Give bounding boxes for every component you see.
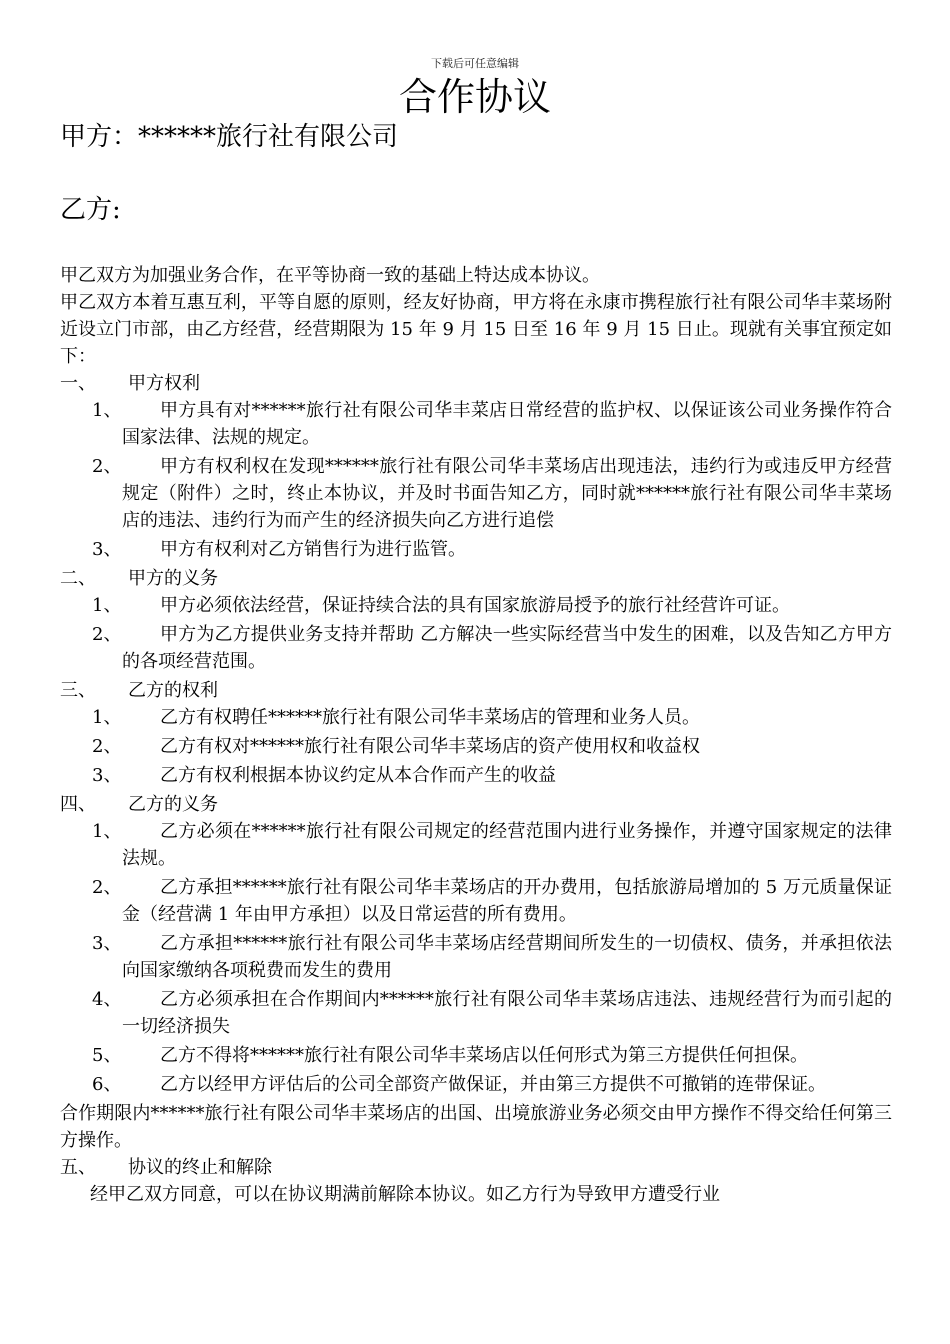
clause-number: 1、 — [92, 400, 122, 421]
header-note: 下载后可任意编辑 — [431, 57, 519, 70]
clause-text: 乙方不得将******旅行社有限公司华丰菜场店以任何形式为第三方提供任何担保。 — [160, 1045, 808, 1066]
clause-text: 乙方以经甲方评估后的公司全部资产做保证，并由第三方提供不可撤销的连带保证。 — [160, 1074, 826, 1095]
clause-number: 5、 — [92, 1045, 122, 1066]
clause-number: 4、 — [92, 989, 122, 1010]
intro-paragraph: 甲乙双方为加强业务合作，在平等协商一致的基础上特达成本协议。 — [60, 265, 600, 286]
clause-number: 3、 — [92, 933, 122, 954]
section-label: 甲方的义务 — [128, 568, 218, 589]
section-heading — [60, 791, 892, 818]
document-title: 合作协议 — [398, 75, 551, 119]
section-label: 协议的终止和解除 — [128, 1157, 272, 1178]
document-body — [60, 262, 892, 1208]
cooperation-note: 合作期限内******旅行社有限公司华丰菜场店的出国、出境旅游业务必须交由甲方操作不得交给任何第三方操作。 — [60, 1103, 892, 1151]
clause-text: 甲方有权利权在发现******旅行社有限公司华丰菜场店出现违法，违约行为或违反甲方经营规定（附件）之时，终止本协议，并及时书面告知乙方，同时就******旅行社有限公司华丰菜场店的违法、违约行为而产生的经济损失向乙方进行追偿 — [122, 456, 892, 531]
clause-text: 乙方有权利根据本协议约定从本合作而产生的收益 — [160, 765, 556, 786]
clause-number: 1、 — [92, 707, 122, 728]
clause-text: 乙方必须承担在合作期间内******旅行社有限公司华丰菜场店违法、违规经营行为而引起的一切经济损失 — [122, 989, 892, 1037]
clause-text: 甲方为乙方提供业务支持并帮助 乙方解决一些实际经营当中发生的困难，以及告知乙方甲方的各项经营范围。 — [122, 624, 892, 672]
section-number: 二、 — [60, 568, 96, 589]
section-heading — [60, 370, 892, 397]
party-b: 乙方: — [60, 195, 121, 225]
clause-text: 乙方必须在******旅行社有限公司规定的经营范围内进行业务操作，并遵守国家规定的法律法规。 — [122, 821, 892, 869]
clause-number: 2、 — [92, 456, 122, 477]
clause-item — [60, 397, 892, 451]
clause-item — [60, 1042, 892, 1069]
section-label: 乙方的权利 — [128, 680, 218, 701]
clause-number: 1、 — [92, 595, 122, 616]
clause-item — [60, 818, 892, 872]
section-heading — [60, 677, 892, 704]
party-a: 甲方：******旅行社有限公司 — [60, 122, 399, 152]
section-five-text: 经甲乙双方同意，可以在协议期满前解除本协议。如乙方行为导致甲方遭受行业 — [90, 1184, 720, 1205]
intro-paragraph: 甲乙双方本着互惠互利，平等自愿的原则，经友好协商，甲方将在永康市携程旅行社有限公司华丰菜场附近设立门市部，由乙方经营，经营期限为 15 年 9 月 15 日至 16 年 9 月 15 日止。现就有关事宜预定如下： — [60, 292, 892, 367]
clause-item — [60, 762, 892, 789]
clause-item — [60, 536, 892, 563]
clause-item — [60, 874, 892, 928]
section-label: 乙方的义务 — [128, 794, 218, 815]
clause-item — [60, 704, 892, 731]
clause-item — [60, 453, 892, 534]
clause-number: 1、 — [92, 821, 122, 842]
clause-number: 2、 — [92, 877, 122, 898]
clause-number: 6、 — [92, 1074, 122, 1095]
section-number: 一、 — [60, 373, 96, 394]
clause-item — [60, 1071, 892, 1098]
clause-text: 乙方有权聘任******旅行社有限公司华丰菜场店的管理和业务人员。 — [160, 707, 700, 728]
clause-number: 3、 — [92, 765, 122, 786]
clause-text: 乙方有权对******旅行社有限公司华丰菜场店的资产使用权和收益权 — [160, 736, 700, 757]
clause-item — [60, 621, 892, 675]
clause-text: 甲方具有对******旅行社有限公司华丰菜店日常经营的监护权、以保证该公司业务操作符合国家法律、法规的规定。 — [122, 400, 892, 448]
clause-text: 乙方承担******旅行社有限公司华丰菜场店经营期间所发生的一切债权、债务，并承担依法向国家缴纳各项税费而发生的费用 — [122, 933, 892, 981]
clause-item — [60, 592, 892, 619]
section-number: 四、 — [60, 794, 96, 815]
clause-number: 2、 — [92, 736, 122, 757]
clause-text: 乙方承担******旅行社有限公司华丰菜场店的开办费用，包括旅游局增加的 5 万元质量保证金（经营满 1 年由甲方承担）以及日常运营的所有费用。 — [122, 877, 892, 925]
section-label: 甲方权利 — [128, 373, 200, 394]
clause-text: 甲方有权利对乙方销售行为进行监管。 — [160, 539, 466, 560]
clause-item — [60, 930, 892, 984]
clause-item — [60, 733, 892, 760]
clause-number: 3、 — [92, 539, 122, 560]
section-number: 三、 — [60, 680, 96, 701]
clause-number: 2、 — [92, 624, 122, 645]
section-number: 五、 — [60, 1157, 96, 1178]
section-heading — [60, 1154, 892, 1181]
clause-text: 甲方必须依法经营，保证持续合法的具有国家旅游局授予的旅行社经营许可证。 — [160, 595, 790, 616]
section-heading — [60, 565, 892, 592]
clause-item — [60, 986, 892, 1040]
